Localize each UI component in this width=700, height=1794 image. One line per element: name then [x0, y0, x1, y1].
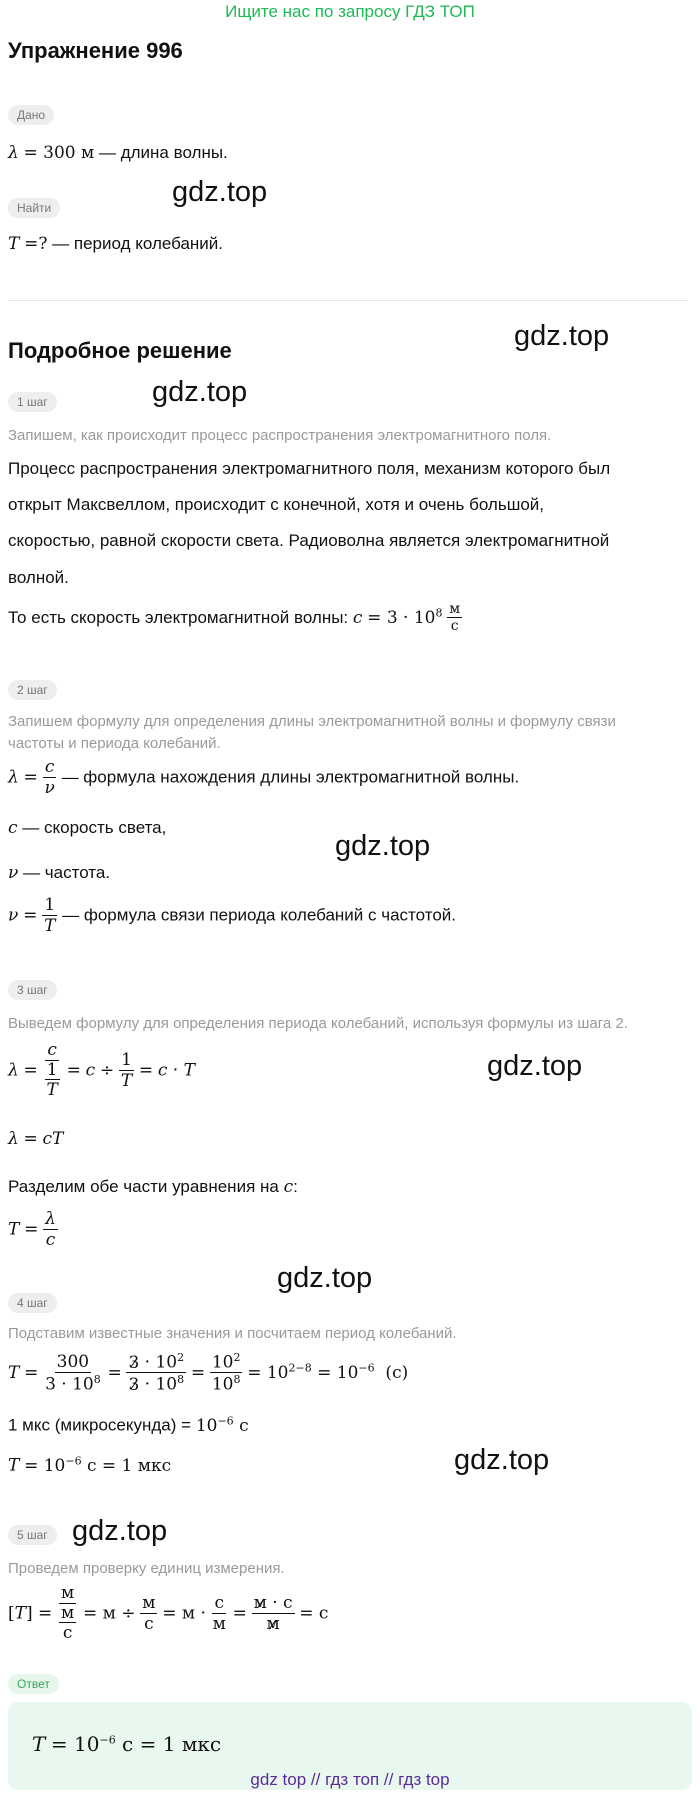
find-line: T =? — период колебаний.	[8, 234, 224, 254]
derivation-line: λ = $\frac{c}{\frac{1}{T}}$ = c ÷ $\frac{1}{T}$ = c · T	[8, 1040, 195, 1101]
find-chip: Найти	[8, 198, 60, 218]
step-hint: Запишем формулу для определения длины электромагнитной волны и формулу связи	[8, 713, 616, 730]
watermark: gdz.top	[454, 1444, 550, 1476]
paragraph: скоростью, равной скорости света. Радиоволна является электромагнитной	[8, 531, 610, 550]
watermark: gdz.top	[277, 1262, 373, 1294]
step-hint: частоты и периода колебаний.	[8, 735, 221, 752]
watermark: gdz.top	[72, 1515, 168, 1547]
period-formula: T = $\frac{\lambda}{c}$	[8, 1209, 56, 1250]
mks-text: 1 мкс (микросекунда) =	[8, 1415, 192, 1435]
step-hint: Запишем, как происходит процесс распространения электромагнитного поля.	[8, 427, 552, 444]
paragraph: волной.	[8, 568, 69, 587]
c-line: c — скорость света,	[8, 818, 167, 838]
calc-line: T = $\frac{300}{3 \cdot 10^8}$ = $\frac{3 \cdot 10^2}{3 \cdot 10^8}$ = $\frac{10^2}{10^8}$ = $10^{2-8} = 10^{-6}$ (с)	[8, 1351, 409, 1395]
step-chip: 3 шаг	[8, 980, 57, 1000]
units-line: [T] = $\frac{м}{\frac{м}{с}}$ = м ÷ $\frac{м}{с}$ = м · $\frac{с}{м}$ = $\frac{м \cdot с}{м}$ = с	[8, 1583, 329, 1644]
nu-text: — частота.	[23, 863, 111, 882]
formula-text: — формула связи периода колебаний с частотой.	[62, 905, 456, 925]
formula-line: λ = $\frac{c}{\nu}$ — формула нахождения длины электромагнитной волны.	[8, 757, 520, 798]
watermark: gdz.top	[335, 830, 431, 862]
nu-line: ν — частота.	[8, 863, 111, 883]
step-chip: 5 шаг	[8, 1525, 57, 1545]
step-chip: 2 шаг	[8, 680, 57, 700]
divider	[8, 300, 688, 301]
watermark: gdz.top	[172, 176, 268, 208]
footer-links[interactable]: gdz top // гдз топ // гдз top	[250, 1770, 450, 1789]
step-chip: 4 шаг	[8, 1293, 57, 1313]
paragraph: открыт Максвеллом, происходит с конечной, хотя и очень большой,	[8, 495, 545, 514]
step-hint: Проведем проверку единиц измерения.	[8, 1560, 285, 1577]
step-hint: Подставим известные значения и посчитаем период колебаний.	[8, 1325, 457, 1342]
page-title: Упражнение 996	[8, 38, 183, 63]
given-chip: Дано	[8, 105, 54, 125]
section-title: Подробное решение	[8, 338, 232, 363]
speed-line: То есть скорость электромагнитной волны: $c = 3 \cdot 10^8$ $\frac{м}{с}$	[8, 601, 461, 635]
divide-line: Разделим обе части уравнения на c:	[8, 1177, 298, 1197]
paragraph: Процесс распространения электромагнитного поля, механизм которого был	[8, 459, 611, 478]
mks-line: 1 мкс (микросекунда) = $10^{-6}$ с	[8, 1414, 249, 1436]
result-line: $T = 10^{-6}$ с = 1 мкс	[8, 1454, 172, 1476]
watermark: gdz.top	[487, 1050, 583, 1082]
given-text: — длина волны.	[98, 143, 228, 162]
formula-text: — формула нахождения длины электромагнитной волны.	[61, 767, 520, 787]
divide-text: Разделим обе части уравнения на	[8, 1177, 279, 1196]
watermark: gdz.top	[514, 320, 610, 352]
watermark: gdz.top	[152, 376, 248, 408]
formula-line: ν = $\frac{1}{T}$ — формула связи периода колебаний с частотой.	[8, 895, 456, 936]
result-line: λ = cT	[8, 1129, 64, 1149]
answer-formula: $T = 10^{-6}$ с = 1 мкс	[32, 1732, 222, 1756]
answer-chip: Ответ	[8, 1674, 59, 1694]
step-hint: Выведем формулу для определения периода колебаний, используя формулы из шага 2.	[8, 1015, 628, 1032]
speed-text: То есть скорость электромагнитной волны:	[8, 608, 349, 628]
step-chip: 1 шаг	[8, 392, 57, 412]
c-text: — скорость света,	[22, 818, 167, 837]
find-text: — период колебаний.	[52, 234, 224, 253]
search-banner[interactable]: Ищите нас по запросу ГДЗ ТОП	[225, 2, 475, 21]
given-line: λ = 300 м — длина волны.	[8, 143, 228, 163]
